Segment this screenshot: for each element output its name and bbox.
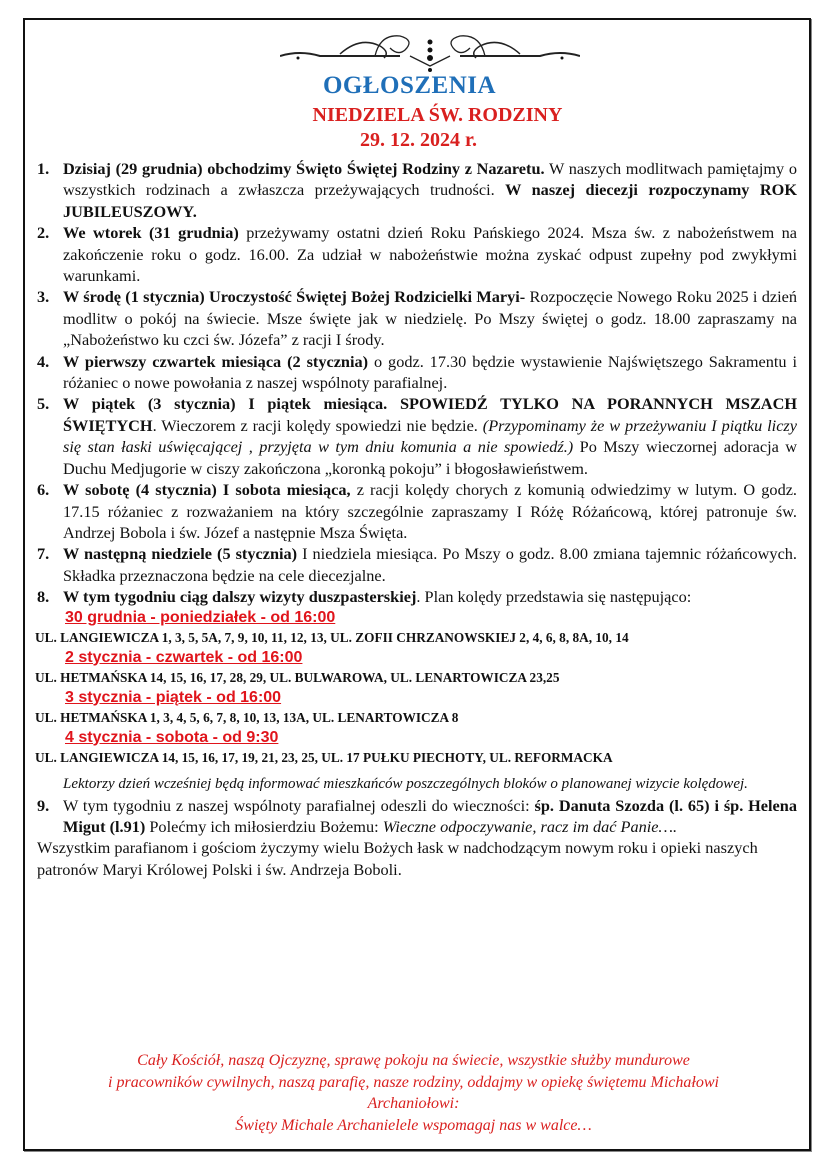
item-text: Polećmy ich miłosierdziu Bożemu: [145,816,383,836]
item-text: o godz. 17.30 będzie wystawienie Najświętszego Sakramentu i różaniec o nowe powołania z naszej wspólnoty parafialnej. [63,351,797,393]
item-number: 9. [37,795,50,815]
page-subtitle: NIEDZIELA ŚW. RODZINY [312,104,563,126]
schedule-streets: UL. HETMAŃSKA 14, 15, 16, 17, 28, 29, UL. BULWAROWA, UL. LENARTOWICZA 23,25 [35,669,560,685]
item-text: W tym tygodniu z naszej wspólnoty parafialnej odeszli do wieczności: [63,795,535,815]
prayer-line: Cały Kościół, naszą Ojczyznę, sprawę pokoju na świecie, wszystkie służby mundurowe [137,1052,690,1069]
item-number: 7. [37,544,50,564]
announcement-item-9 [37,795,797,838]
visit-schedule [37,608,797,768]
item-text: W naszych modlitwach pamiętajmy o wszystkich rodzinach a zwłaszcza przeżywających trudności. [63,159,797,200]
item-number: 6. [37,480,50,500]
item-text: Rozpoczęcie Nowego Roku 2025 i dzień modlitw o pokój na świecie. Msze święte jak w niedzielę. Po Mszy świętej o godz. 18.00 zapraszamy na „Nabożeństwo ku czci św. Józefa” z racji I środy. [63,287,798,350]
schedule-day: 4 stycznia - sobota - od 9:30 [65,728,279,746]
announcement-item-8 [37,586,797,607]
closing-wishes: Wszystkim parafianom i gościom życzymy wielu Bożych łask w nadchodzącym nowym roku i opieki naszych patronów Maryi Królowej Polski i św. Andrzeja Boboli. [37,838,758,879]
announcement-item-3 [37,286,797,350]
announcement-item-5 [37,393,797,479]
announcement-list-continued [37,795,797,838]
schedule-day: 30 grudnia - poniedziałek - od 16:00 [65,608,336,626]
item-bold-text: Dzisiaj (29 grudnia) obchodzimy Święto Świętej Rodziny z Nazaretu. [63,159,545,178]
schedule-day: 2 stycznia - czwartek - od 16:00 [65,648,303,666]
item-number: 8. [37,587,50,607]
schedule-streets: UL. LANGIEWICZA 14, 15, 16, 17, 19, 21, 23, 25, UL. 17 PUŁKU PIECHOTY, UL. REFORMACKA [35,749,613,765]
item-number: 3. [37,287,50,307]
item-bold-text: W tym tygodniu ciąg dalszy wizyty duszpasterskiej [63,587,417,607]
item-italic-text: Wieczne odpoczywanie, racz im dać Panie…. [382,816,678,836]
schedule-day: 3 stycznia - piątek - od 16:00 [65,688,282,706]
item-bold-text: We wtorek (31 grudnia) [63,223,239,243]
item-number: 4. [37,351,50,371]
item-bold-text: śp. Danuta Szozda (l. 65) i śp. Helena Migut (l.91) [63,795,797,836]
schedule-streets: UL. HETMAŃSKA 1, 3, 4, 5, 6, 7, 8, 10, 13, 13A, UL. LENARTOWICZA 8 [35,709,459,725]
schedule-note: Lektorzy dzień wcześniej będą informować mieszkańców poszczególnych bloków o planowanej wizycie kolędowej. [63,775,748,792]
item-text: . Wieczorem z racji kolędy spowiedzi nie będzie. [152,415,483,435]
prayer-line: Archaniołowi: [367,1095,460,1112]
item-bold-text: W pierwszy czwartek miesiąca (2 stycznia) [63,351,369,371]
item-bold-text: W środę (1 stycznia) Uroczystość Świętej Bożej Rodzicielki Maryi- [63,287,526,307]
item-bold-text: W następną niedziele (5 stycznia) [63,544,298,564]
item-text: przeżywamy ostatni dzień Roku Pańskiego 2024. Msza św. z nabożeństwem na zakończenie roku o godz. 16.00. Za udział w nabożeństwie można zyskać odpust zupełny pod zwykłymi warunkami. [63,223,797,286]
item-text: . Plan kolędy przedstawia się następująco: [416,587,692,607]
item-italic-text: (Przypominamy że w przeżywaniu I piątku liczy się stan łaski uświęcającej , przyjęta w tym dniu komunia a nie spowiedź.) [63,415,797,457]
prayer-line: Święty Michale Archanielele wspomagaj nas w walce… [235,1116,592,1134]
item-text: Po Mszy wieczornej adoracja w Duchu Medjugorie w ciszy zakończona „koronką pokoju” i błogosławieństwem. [63,437,798,478]
page-date: 29. 12. 2024 r. [359,129,478,151]
announcement-list [37,158,797,608]
announcement-item-7 [37,543,797,586]
announcements [37,158,797,880]
announcement-item-6 [37,479,797,543]
item-text: I niedziela miesiąca. Po Mszy o godz. 8.00 zmiana tajemnic różańcowych. Składka przeznaczona będzie na cele diecezjalne. [63,544,798,585]
announcement-item-4 [37,351,797,394]
item-number: 2. [37,223,50,243]
page-title: OGŁOSZENIA [322,72,497,99]
item-number: 1. [37,159,50,178]
announcement-item-1 [37,158,797,222]
item-bold-text: W piątek (3 stycznia) I piątek miesiąca. SPOWIEDŹ TYLKO NA PORANNYCH MSZACH ŚWIĘTYCH [63,394,797,435]
prayer-line: i pracowników cywilnych, naszą parafię, nasze rodziny, oddajmy w opiekę świętemu Michałowi [108,1073,719,1091]
header [0,72,827,152]
prayer-block [60,1050,767,1136]
item-text: z racji kolędy chorych z komunią odwiedzimy w lutym. O godz. 17.15 różaniec z rozważaniem na który szczególnie zapraszamy I Różę Różańcową, której patronuje św. Andrzej Bobola i św. Józef a następnie Msza Święta. [63,480,797,542]
item-number: 5. [37,394,50,414]
announcement-item-2 [37,222,797,286]
item-bold-text: W naszej diecezji rozpoczynamy ROK JUBILEUSZOWY. [63,180,797,221]
item-bold-text: W sobotę (4 stycznia) I sobota miesiąca, [63,480,351,500]
flourish-divider-icon [280,26,580,74]
schedule-streets: UL. LANGIEWICZA 1, 3, 5, 5A, 7, 9, 10, 11, 12, 13, UL. ZOFII CHRZANOWSKIEJ 2, 4, 6, 8, 8A, 10, 14 [35,629,629,645]
